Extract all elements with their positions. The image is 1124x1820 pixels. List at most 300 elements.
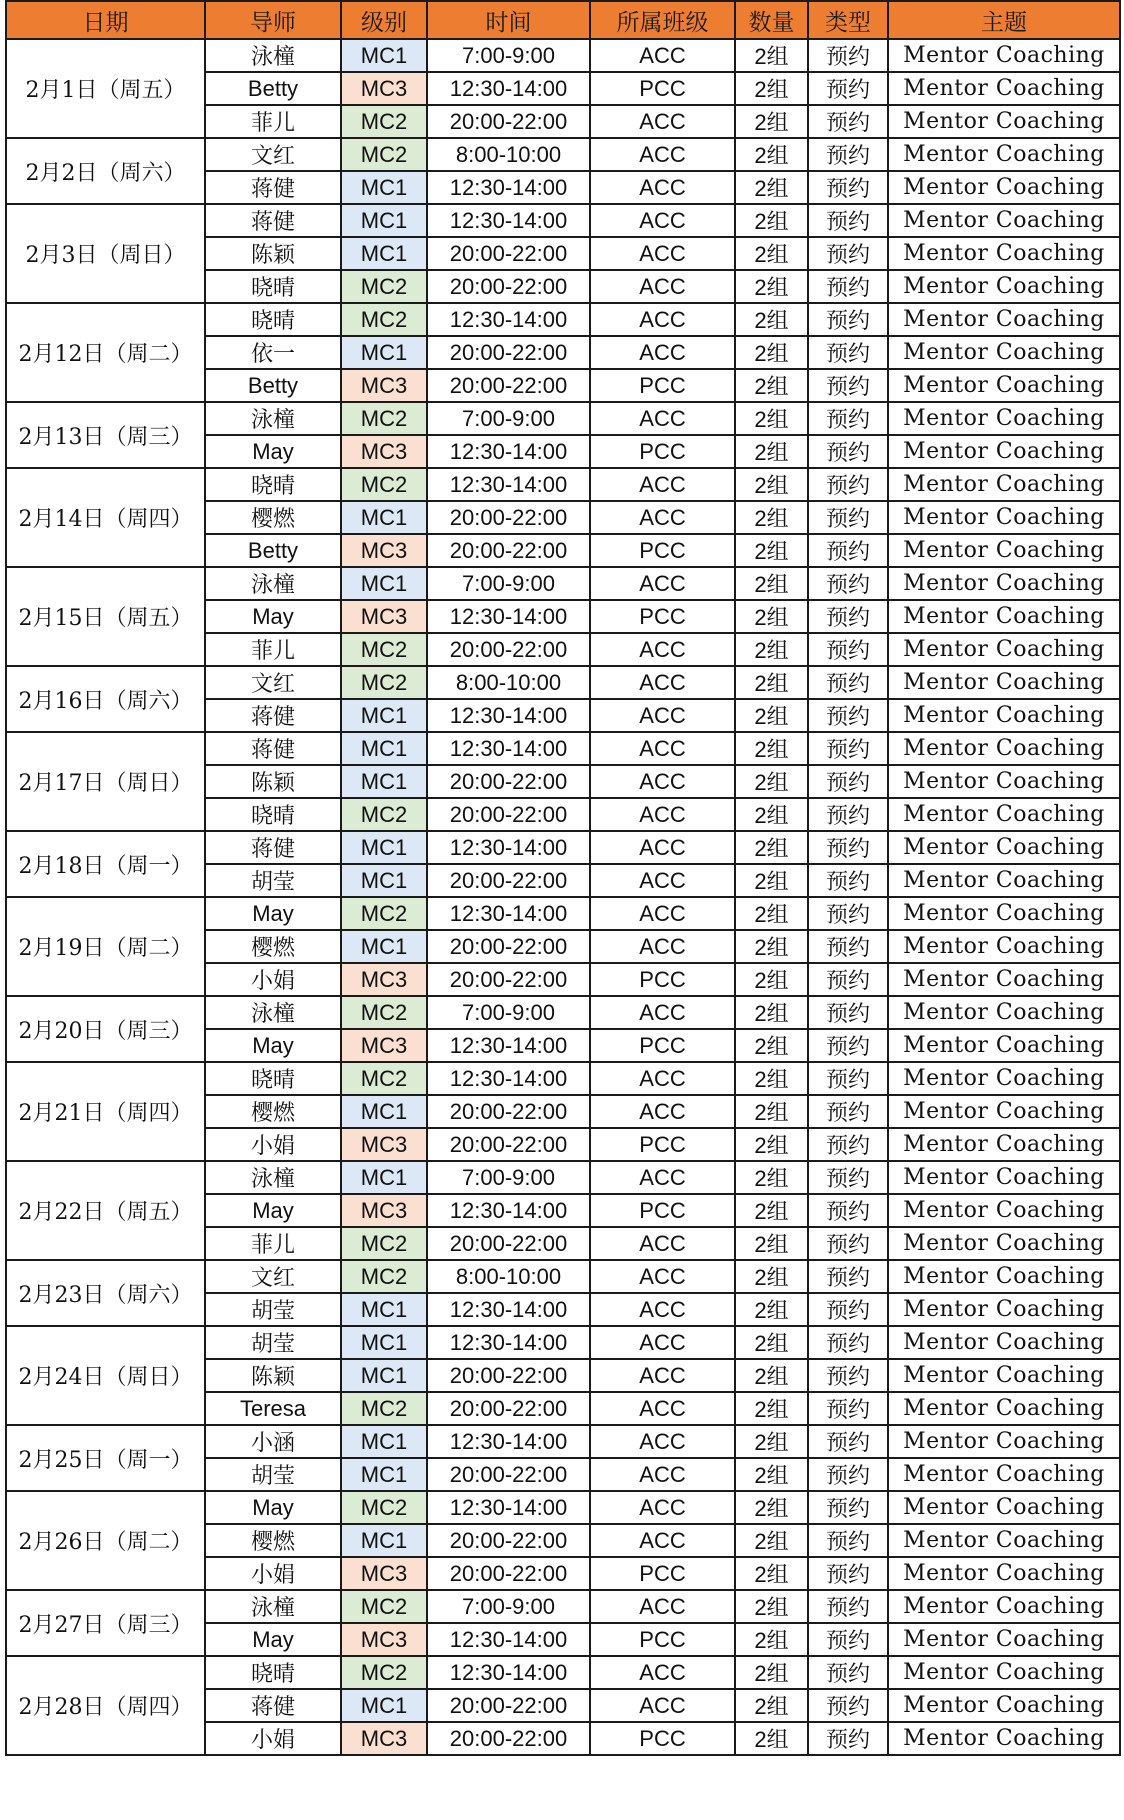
class-cell: PCC <box>590 435 735 468</box>
count-cell: 2组 <box>735 1029 808 1062</box>
type-cell: 预约 <box>808 699 888 732</box>
class-cell: PCC <box>590 1029 735 1062</box>
level-cell: MC3 <box>341 435 427 468</box>
count-cell: 2组 <box>735 963 808 996</box>
level-cell: MC1 <box>341 732 427 765</box>
class-cell: ACC <box>590 105 735 138</box>
count-cell: 2组 <box>735 1689 808 1722</box>
topic-cell: Mentor Coaching <box>888 468 1120 501</box>
class-cell: PCC <box>590 1557 735 1590</box>
topic-cell: Mentor Coaching <box>888 1623 1120 1656</box>
count-cell: 2组 <box>735 1227 808 1260</box>
mentor-cell: Teresa <box>205 1392 341 1425</box>
count-cell: 2组 <box>735 1326 808 1359</box>
class-cell: ACC <box>590 1095 735 1128</box>
count-cell: 2组 <box>735 1557 808 1590</box>
type-cell: 预约 <box>808 237 888 270</box>
type-cell: 预约 <box>808 1689 888 1722</box>
mentor-cell: 文红 <box>205 138 341 171</box>
topic-cell: Mentor Coaching <box>888 1491 1120 1524</box>
date-cell: 2月25日（周一） <box>6 1425 205 1491</box>
topic-cell: Mentor Coaching <box>888 1557 1120 1590</box>
class-cell: PCC <box>590 1128 735 1161</box>
time-cell: 20:00-22:00 <box>427 1128 590 1161</box>
time-cell: 12:30-14:00 <box>427 1194 590 1227</box>
class-cell: ACC <box>590 1326 735 1359</box>
topic-cell: Mentor Coaching <box>888 171 1120 204</box>
header-date: 日期 <box>6 1 205 39</box>
count-cell: 2组 <box>735 930 808 963</box>
class-cell: ACC <box>590 1227 735 1260</box>
date-cell: 2月24日（周日） <box>6 1326 205 1425</box>
topic-cell: Mentor Coaching <box>888 1689 1120 1722</box>
date-cell: 2月26日（周二） <box>6 1491 205 1590</box>
level-cell: MC3 <box>341 600 427 633</box>
level-cell: MC1 <box>341 171 427 204</box>
type-cell: 预约 <box>808 1161 888 1194</box>
type-cell: 预约 <box>808 1326 888 1359</box>
time-cell: 20:00-22:00 <box>427 237 590 270</box>
type-cell: 预约 <box>808 1656 888 1689</box>
date-cell: 2月16日（周六） <box>6 666 205 732</box>
time-cell: 20:00-22:00 <box>427 369 590 402</box>
topic-cell: Mentor Coaching <box>888 1095 1120 1128</box>
mentor-cell: 蒋健 <box>205 831 341 864</box>
class-cell: ACC <box>590 1062 735 1095</box>
class-cell: ACC <box>590 930 735 963</box>
count-cell: 2组 <box>735 897 808 930</box>
topic-cell: Mentor Coaching <box>888 1062 1120 1095</box>
type-cell: 预约 <box>808 996 888 1029</box>
topic-cell: Mentor Coaching <box>888 864 1120 897</box>
time-cell: 20:00-22:00 <box>427 1227 590 1260</box>
mentor-cell: May <box>205 1029 341 1062</box>
table-row <box>6 1590 1120 1623</box>
topic-cell: Mentor Coaching <box>888 930 1120 963</box>
topic-cell: Mentor Coaching <box>888 1359 1120 1392</box>
topic-cell: Mentor Coaching <box>888 732 1120 765</box>
mentor-cell: 胡莹 <box>205 1458 341 1491</box>
mentor-cell: 晓晴 <box>205 468 341 501</box>
level-cell: MC2 <box>341 402 427 435</box>
time-cell: 7:00-9:00 <box>427 567 590 600</box>
table-row <box>6 666 1120 699</box>
mentor-cell: 泳橦 <box>205 402 341 435</box>
class-cell: ACC <box>590 798 735 831</box>
mentor-cell: Betty <box>205 72 341 105</box>
type-cell: 预约 <box>808 897 888 930</box>
topic-cell: Mentor Coaching <box>888 1161 1120 1194</box>
mentor-cell: 晓晴 <box>205 1656 341 1689</box>
table-row <box>6 567 1120 600</box>
level-cell: MC3 <box>341 1128 427 1161</box>
type-cell: 预约 <box>808 732 888 765</box>
table-body <box>6 39 1120 1755</box>
class-cell: PCC <box>590 1623 735 1656</box>
class-cell: ACC <box>590 864 735 897</box>
mentor-cell: 胡莹 <box>205 1326 341 1359</box>
class-cell: ACC <box>590 1260 735 1293</box>
count-cell: 2组 <box>735 1722 808 1755</box>
count-cell: 2组 <box>735 798 808 831</box>
table-row <box>6 1491 1120 1524</box>
table-row <box>6 831 1120 864</box>
time-cell: 20:00-22:00 <box>427 501 590 534</box>
time-cell: 12:30-14:00 <box>427 897 590 930</box>
time-cell: 12:30-14:00 <box>427 831 590 864</box>
class-cell: ACC <box>590 1590 735 1623</box>
count-cell: 2组 <box>735 1062 808 1095</box>
count-cell: 2组 <box>735 831 808 864</box>
class-cell: ACC <box>590 567 735 600</box>
level-cell: MC2 <box>341 1260 427 1293</box>
mentor-cell: 蒋健 <box>205 204 341 237</box>
count-cell: 2组 <box>735 1260 808 1293</box>
level-cell: MC2 <box>341 1062 427 1095</box>
class-cell: ACC <box>590 1524 735 1557</box>
date-cell: 2月23日（周六） <box>6 1260 205 1326</box>
count-cell: 2组 <box>735 303 808 336</box>
type-cell: 预约 <box>808 930 888 963</box>
mentor-cell: May <box>205 1194 341 1227</box>
count-cell: 2组 <box>735 1425 808 1458</box>
table-row <box>6 1260 1120 1293</box>
topic-cell: Mentor Coaching <box>888 369 1120 402</box>
level-cell: MC2 <box>341 798 427 831</box>
mentor-cell: May <box>205 435 341 468</box>
date-cell: 2月28日（周四） <box>6 1656 205 1755</box>
mentor-cell: 菲儿 <box>205 633 341 666</box>
count-cell: 2组 <box>735 171 808 204</box>
time-cell: 7:00-9:00 <box>427 402 590 435</box>
level-cell: MC3 <box>341 1557 427 1590</box>
type-cell: 预约 <box>808 1425 888 1458</box>
topic-cell: Mentor Coaching <box>888 1656 1120 1689</box>
type-cell: 预约 <box>808 1524 888 1557</box>
topic-cell: Mentor Coaching <box>888 237 1120 270</box>
class-cell: ACC <box>590 1392 735 1425</box>
count-cell: 2组 <box>735 1095 808 1128</box>
count-cell: 2组 <box>735 1128 808 1161</box>
count-cell: 2组 <box>735 369 808 402</box>
time-cell: 12:30-14:00 <box>427 699 590 732</box>
topic-cell: Mentor Coaching <box>888 831 1120 864</box>
level-cell: MC2 <box>341 303 427 336</box>
topic-cell: Mentor Coaching <box>888 1425 1120 1458</box>
class-cell: ACC <box>590 732 735 765</box>
topic-cell: Mentor Coaching <box>888 105 1120 138</box>
mentor-cell: 樱燃 <box>205 501 341 534</box>
type-cell: 预约 <box>808 270 888 303</box>
count-cell: 2组 <box>735 270 808 303</box>
date-cell: 2月27日（周三） <box>6 1590 205 1656</box>
count-cell: 2组 <box>735 1458 808 1491</box>
time-cell: 12:30-14:00 <box>427 1029 590 1062</box>
topic-cell: Mentor Coaching <box>888 534 1120 567</box>
mentor-cell: 胡莹 <box>205 1293 341 1326</box>
date-cell: 2月18日（周一） <box>6 831 205 897</box>
topic-cell: Mentor Coaching <box>888 1029 1120 1062</box>
table-row <box>6 1326 1120 1359</box>
count-cell: 2组 <box>735 633 808 666</box>
time-cell: 12:30-14:00 <box>427 1425 590 1458</box>
level-cell: MC2 <box>341 897 427 930</box>
time-cell: 12:30-14:00 <box>427 732 590 765</box>
level-cell: MC2 <box>341 1656 427 1689</box>
mentor-cell: Betty <box>205 534 341 567</box>
class-cell: ACC <box>590 996 735 1029</box>
mentor-cell: 晓晴 <box>205 798 341 831</box>
type-cell: 预约 <box>808 1458 888 1491</box>
class-cell: ACC <box>590 402 735 435</box>
header-type: 类型 <box>808 1 888 39</box>
level-cell: MC2 <box>341 1227 427 1260</box>
mentor-cell: 文红 <box>205 1260 341 1293</box>
mentor-cell: 小娟 <box>205 1128 341 1161</box>
mentor-cell: 依一 <box>205 336 341 369</box>
class-cell: ACC <box>590 501 735 534</box>
class-cell: ACC <box>590 1161 735 1194</box>
class-cell: ACC <box>590 138 735 171</box>
topic-cell: Mentor Coaching <box>888 798 1120 831</box>
time-cell: 20:00-22:00 <box>427 864 590 897</box>
topic-cell: Mentor Coaching <box>888 996 1120 1029</box>
date-cell: 2月22日（周五） <box>6 1161 205 1260</box>
mentor-cell: 晓晴 <box>205 1062 341 1095</box>
level-cell: MC3 <box>341 72 427 105</box>
level-cell: MC1 <box>341 831 427 864</box>
type-cell: 预约 <box>808 666 888 699</box>
level-cell: MC1 <box>341 699 427 732</box>
topic-cell: Mentor Coaching <box>888 435 1120 468</box>
mentor-cell: 陈颖 <box>205 1359 341 1392</box>
count-cell: 2组 <box>735 1359 808 1392</box>
time-cell: 20:00-22:00 <box>427 270 590 303</box>
type-cell: 预约 <box>808 1359 888 1392</box>
mentor-cell: 菲儿 <box>205 1227 341 1260</box>
class-cell: ACC <box>590 633 735 666</box>
level-cell: MC1 <box>341 501 427 534</box>
level-cell: MC1 <box>341 1161 427 1194</box>
mentor-cell: 蒋健 <box>205 699 341 732</box>
header-count: 数量 <box>735 1 808 39</box>
class-cell: ACC <box>590 1491 735 1524</box>
time-cell: 12:30-14:00 <box>427 1293 590 1326</box>
count-cell: 2组 <box>735 1590 808 1623</box>
time-cell: 12:30-14:00 <box>427 1491 590 1524</box>
table-row <box>6 996 1120 1029</box>
count-cell: 2组 <box>735 1161 808 1194</box>
time-cell: 20:00-22:00 <box>427 765 590 798</box>
topic-cell: Mentor Coaching <box>888 501 1120 534</box>
topic-cell: Mentor Coaching <box>888 1458 1120 1491</box>
level-cell: MC3 <box>341 534 427 567</box>
count-cell: 2组 <box>735 1524 808 1557</box>
date-cell: 2月1日（周五） <box>6 39 205 138</box>
class-cell: ACC <box>590 1425 735 1458</box>
topic-cell: Mentor Coaching <box>888 1722 1120 1755</box>
level-cell: MC2 <box>341 1392 427 1425</box>
mentor-cell: May <box>205 600 341 633</box>
count-cell: 2组 <box>735 105 808 138</box>
topic-cell: Mentor Coaching <box>888 138 1120 171</box>
mentor-cell: 蒋健 <box>205 1689 341 1722</box>
type-cell: 预约 <box>808 1227 888 1260</box>
table-row <box>6 39 1120 72</box>
topic-cell: Mentor Coaching <box>888 600 1120 633</box>
topic-cell: Mentor Coaching <box>888 1326 1120 1359</box>
mentor-cell: 晓晴 <box>205 270 341 303</box>
topic-cell: Mentor Coaching <box>888 633 1120 666</box>
table-row <box>6 1656 1120 1689</box>
count-cell: 2组 <box>735 138 808 171</box>
level-cell: MC2 <box>341 105 427 138</box>
count-cell: 2组 <box>735 1194 808 1227</box>
level-cell: MC1 <box>341 1095 427 1128</box>
level-cell: MC2 <box>341 1491 427 1524</box>
topic-cell: Mentor Coaching <box>888 1590 1120 1623</box>
count-cell: 2组 <box>735 765 808 798</box>
type-cell: 预约 <box>808 633 888 666</box>
class-cell: ACC <box>590 1458 735 1491</box>
table-row <box>6 1425 1120 1458</box>
type-cell: 预约 <box>808 1095 888 1128</box>
topic-cell: Mentor Coaching <box>888 1227 1120 1260</box>
table-row <box>6 138 1120 171</box>
class-cell: ACC <box>590 237 735 270</box>
level-cell: MC1 <box>341 1458 427 1491</box>
topic-cell: Mentor Coaching <box>888 963 1120 996</box>
header-mentor: 导师 <box>205 1 341 39</box>
time-cell: 12:30-14:00 <box>427 72 590 105</box>
mentor-cell: 菲儿 <box>205 105 341 138</box>
date-cell: 2月3日（周日） <box>6 204 205 303</box>
type-cell: 预约 <box>808 1392 888 1425</box>
mentor-cell: 小娟 <box>205 963 341 996</box>
topic-cell: Mentor Coaching <box>888 699 1120 732</box>
date-cell: 2月2日（周六） <box>6 138 205 204</box>
mentor-cell: 蒋健 <box>205 732 341 765</box>
time-cell: 20:00-22:00 <box>427 633 590 666</box>
date-cell: 2月15日（周五） <box>6 567 205 666</box>
mentor-cell: Betty <box>205 369 341 402</box>
table-row <box>6 1161 1120 1194</box>
class-cell: ACC <box>590 171 735 204</box>
mentor-cell: 小娟 <box>205 1557 341 1590</box>
class-cell: ACC <box>590 666 735 699</box>
time-cell: 8:00-10:00 <box>427 138 590 171</box>
topic-cell: Mentor Coaching <box>888 1392 1120 1425</box>
time-cell: 12:30-14:00 <box>427 1623 590 1656</box>
count-cell: 2组 <box>735 1491 808 1524</box>
mentor-cell: 樱燃 <box>205 1095 341 1128</box>
time-cell: 8:00-10:00 <box>427 1260 590 1293</box>
class-cell: ACC <box>590 765 735 798</box>
time-cell: 20:00-22:00 <box>427 963 590 996</box>
count-cell: 2组 <box>735 567 808 600</box>
level-cell: MC1 <box>341 1425 427 1458</box>
topic-cell: Mentor Coaching <box>888 1128 1120 1161</box>
level-cell: MC1 <box>341 1359 427 1392</box>
table-row <box>6 402 1120 435</box>
time-cell: 7:00-9:00 <box>427 1590 590 1623</box>
type-cell: 预约 <box>808 1557 888 1590</box>
count-cell: 2组 <box>735 732 808 765</box>
topic-cell: Mentor Coaching <box>888 897 1120 930</box>
table-row <box>6 303 1120 336</box>
topic-cell: Mentor Coaching <box>888 666 1120 699</box>
type-cell: 预约 <box>808 600 888 633</box>
header-time: 时间 <box>427 1 590 39</box>
date-cell: 2月14日（周四） <box>6 468 205 567</box>
type-cell: 预约 <box>808 1062 888 1095</box>
level-cell: MC1 <box>341 567 427 600</box>
level-cell: MC1 <box>341 1293 427 1326</box>
class-cell: ACC <box>590 897 735 930</box>
date-cell: 2月21日（周四） <box>6 1062 205 1161</box>
time-cell: 12:30-14:00 <box>427 303 590 336</box>
count-cell: 2组 <box>735 237 808 270</box>
type-cell: 预约 <box>808 831 888 864</box>
level-cell: MC1 <box>341 39 427 72</box>
class-cell: ACC <box>590 303 735 336</box>
type-cell: 预约 <box>808 1260 888 1293</box>
topic-cell: Mentor Coaching <box>888 336 1120 369</box>
time-cell: 20:00-22:00 <box>427 534 590 567</box>
class-cell: ACC <box>590 204 735 237</box>
type-cell: 预约 <box>808 1128 888 1161</box>
header-row <box>6 1 1120 39</box>
type-cell: 预约 <box>808 39 888 72</box>
type-cell: 预约 <box>808 402 888 435</box>
class-cell: PCC <box>590 369 735 402</box>
mentor-cell: 文红 <box>205 666 341 699</box>
time-cell: 12:30-14:00 <box>427 204 590 237</box>
mentor-cell: 泳橦 <box>205 39 341 72</box>
count-cell: 2组 <box>735 996 808 1029</box>
topic-cell: Mentor Coaching <box>888 270 1120 303</box>
type-cell: 预约 <box>808 864 888 897</box>
class-cell: ACC <box>590 699 735 732</box>
class-cell: PCC <box>590 1722 735 1755</box>
class-cell: ACC <box>590 1689 735 1722</box>
type-cell: 预约 <box>808 138 888 171</box>
class-cell: ACC <box>590 1656 735 1689</box>
topic-cell: Mentor Coaching <box>888 1293 1120 1326</box>
type-cell: 预约 <box>808 1029 888 1062</box>
mentor-cell: 小涵 <box>205 1425 341 1458</box>
topic-cell: Mentor Coaching <box>888 1260 1120 1293</box>
time-cell: 12:30-14:00 <box>427 1656 590 1689</box>
mentor-cell: 晓晴 <box>205 303 341 336</box>
date-cell: 2月17日（周日） <box>6 732 205 831</box>
type-cell: 预约 <box>808 204 888 237</box>
header-level: 级别 <box>341 1 427 39</box>
mentor-cell: 樱燃 <box>205 930 341 963</box>
level-cell: MC2 <box>341 633 427 666</box>
mentor-cell: 胡莹 <box>205 864 341 897</box>
time-cell: 12:30-14:00 <box>427 468 590 501</box>
count-cell: 2组 <box>735 402 808 435</box>
mentor-cell: May <box>205 1491 341 1524</box>
time-cell: 20:00-22:00 <box>427 105 590 138</box>
table-row <box>6 1062 1120 1095</box>
mentor-cell: 泳橦 <box>205 567 341 600</box>
date-cell: 2月19日（周二） <box>6 897 205 996</box>
class-cell: ACC <box>590 468 735 501</box>
mentor-cell: 樱燃 <box>205 1524 341 1557</box>
count-cell: 2组 <box>735 600 808 633</box>
